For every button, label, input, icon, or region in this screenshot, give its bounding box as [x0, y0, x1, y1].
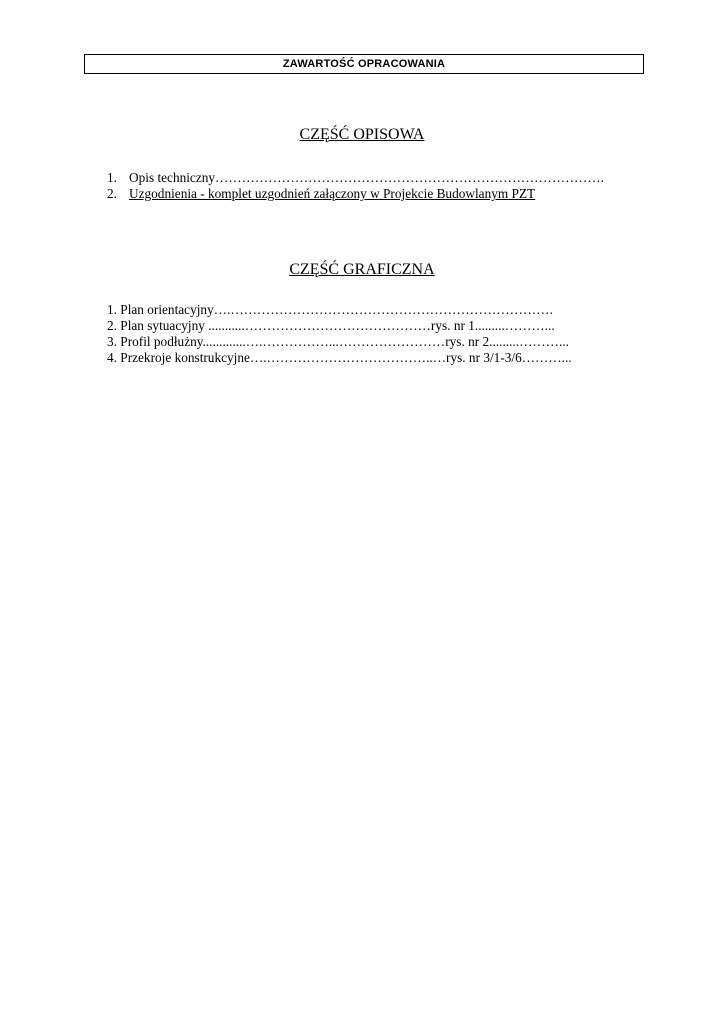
- document-title: ZAWARTOŚĆ OPRACOWANIA: [282, 58, 446, 70]
- section-title-graficzna: CZĘŚĆ GRAFICZNA: [289, 261, 435, 278]
- item-number: 2.: [107, 186, 117, 201]
- list-item: [107, 186, 604, 202]
- item-text: Uzgodnienia - komplet uzgodnień załączony w Projekcie Budowlanym PZT: [129, 186, 536, 201]
- item-text: Opis techniczny…………………………………………………………………………….: [129, 170, 604, 185]
- list-item: 2. Plan sytuacyjny ...........……………………………………rys. nr 1.........………...: [107, 318, 555, 333]
- header-box: [84, 54, 644, 74]
- item-number: 1.: [107, 170, 117, 185]
- section-title-opisowa: CZĘŚĆ OPISOWA: [299, 126, 425, 143]
- list-item: 3. Profil podłużny.............….……………...……………………rys. nr 2.........………...: [107, 334, 569, 349]
- list-item: 4. Przekroje konstrukcyjne….………………………………..…rys. nr 3/1-3/6………...: [107, 350, 572, 365]
- list-item: 1. Plan orientacyjny….……………………………………………………………….: [107, 302, 553, 317]
- list-item: [107, 170, 604, 186]
- opisowa-list: [107, 170, 604, 202]
- graficzna-list: [107, 302, 572, 366]
